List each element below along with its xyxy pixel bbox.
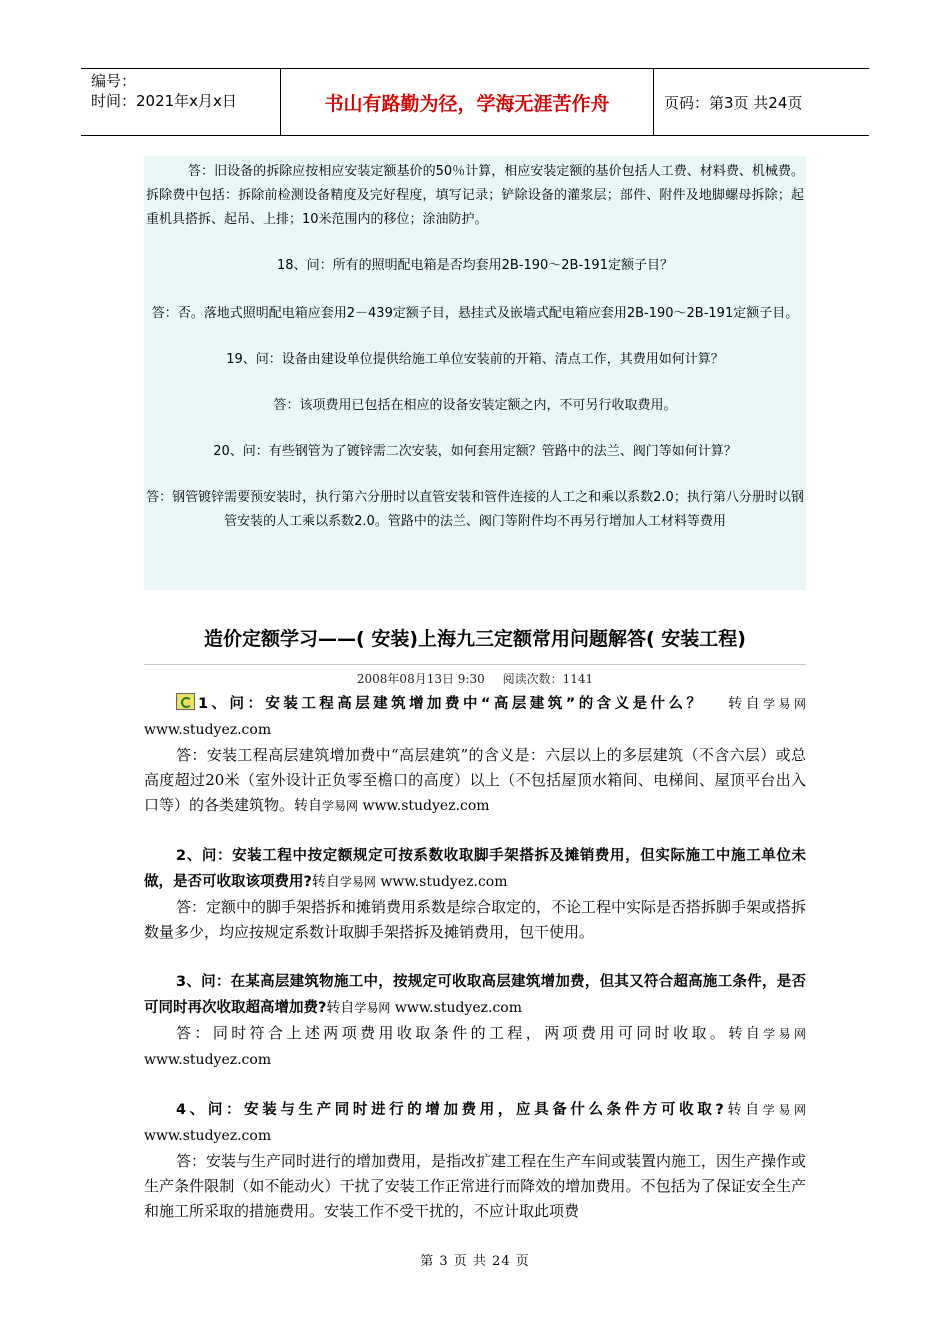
header-motto: 书山有路勤为径，学海无涯苦作舟 — [281, 69, 654, 135]
source-note: 转自学易网 www.studyez.com — [144, 696, 806, 738]
number-label: 编号： — [91, 72, 137, 90]
faq-item: 19、问：设备由建设单位提供给施工单位安装前的开箱、清点工作，其费用如何计算？ — [226, 352, 724, 367]
faq-item: 20、问：有些钢管为了镀锌需二次安装，如何套用定额？管路中的法兰、阀门等如何计算？ — [213, 444, 737, 459]
question-3: 3、问：在某高层建筑物施工中，按规定可收取高层建筑增加费，但其又符合超高施工条件，是否可同时再次收取超高增加费?转自学易网 www.studyez.com — [144, 974, 806, 1016]
source-note: 转自学易网 www.studyez.com — [311, 874, 508, 890]
date-line: 时间：2021年x月x日 — [91, 92, 237, 110]
header-left-cell — [81, 69, 281, 135]
answer-2: 答：定额中的脚手架搭拆和摊销费用系数是综合取定的，不论工程中实际是否搭拆脚手架或搭拆数量多少，均应按规定系数计取脚手架搭拆及摊销费用，包干使用。 — [144, 898, 807, 941]
page-footer: 第 3 页 共 24 页 — [420, 1254, 530, 1269]
question-4: 4、问：安装与生产同时进行的增加费用，应具备什么条件方可收取?转自学易网 www.studyez.com — [144, 1102, 806, 1144]
article-reads: 阅读次数：1141 — [502, 672, 594, 686]
faq-item: 答：旧设备的拆除应按相应安装定额基价的50％计算，相应安装定额的基价包括人工费、材料费、机械费。拆除费中包括：拆除前检测设备精度及完好程度，填写记录；铲除设备的灌浆层；部件、附件及地脚螺母拆除；起重机具搭拆、起吊、上排；10米范围内的移位；涂油防护。 — [146, 164, 804, 227]
article-meta — [144, 670, 806, 687]
question-2: 2、问：安装工程中按定额规定可按系数收取脚手架搭拆及摊销费用，但实际施工中施工单位未做，是否可收取该项费用?转自学易网 www.studyez.com — [144, 848, 806, 890]
article-date: 2008年08月13日 9:30 — [356, 672, 485, 686]
title-divider — [144, 664, 806, 665]
faq-box — [144, 156, 806, 590]
header-page-info: 页码：第3页 共24页 — [664, 93, 803, 112]
source-note: 转自学易网 www.studyez.com — [144, 1102, 806, 1144]
answer-3: 答：同时符合上述两项费用收取条件的工程，两项费用可同时收取。转自学易网 www.studyez.com — [144, 1024, 806, 1068]
source-note: 转自学易网 www.studyez.com — [294, 798, 490, 814]
article-title: 造价定额学习——( 安装)上海九三定额常用问题解答( 安装工程) — [204, 628, 746, 650]
source-note: 转自学易网 www.studyez.com — [144, 1026, 806, 1068]
answer-1: 答：安装工程高层建筑增加费中“高层建筑”的含义是：六层以上的多层建筑（不含六层）或总高度超过20米（室外设计正负零至檐口的高度）以上（不包括屋顶水箱间、电梯间、屋顶平台出入口等）的各类建筑物。转自学易网 www.studyez.com — [144, 746, 806, 814]
faq-item: 答：该项费用已包括在相应的设备安装定额之内，不可另行收取费用。 — [273, 398, 677, 413]
source-note: 转自学易网 www.studyez.com — [326, 1000, 522, 1016]
faq-item: 18、问：所有的照明配电箱是否均套用2B-190～2B-191定额子目？ — [277, 258, 673, 273]
answer-4: 答：安装与生产同时进行的增加费用，是指改扩建工程在生产车间或装置内施工，因生产操作或生产条件限制（如不能动火）干扰了安装工作正常进行而降效的增加费用。不包括为了保证安全生产和施工所采取的措施费用。安装工作不受干扰的，不应计取此项费 — [144, 1152, 807, 1220]
question-1: 1、问：安装工程高层建筑增加费中“高层建筑”的含义是什么？ 转自学易网 www.studyez.com — [144, 691, 806, 743]
page-header — [81, 68, 869, 136]
link-icon[interactable] — [176, 693, 195, 710]
faq-item: 答：钢管镀锌需要预安装时，执行第六分册时以直管安装和管件连接的人工之和乘以系数2.0；执行第八分册时以钢管安装的人工乘以系数2.0。管路中的法兰、阀门等附件均不再另行增加人工材料等费用 — [146, 490, 804, 529]
faq-item: 答：否。落地式照明配电箱应套用2－439定额子目，悬挂式及嵌墙式配电箱应套用2B-190～2B-191定额子目。 — [151, 306, 799, 321]
article-body — [144, 691, 806, 1224]
